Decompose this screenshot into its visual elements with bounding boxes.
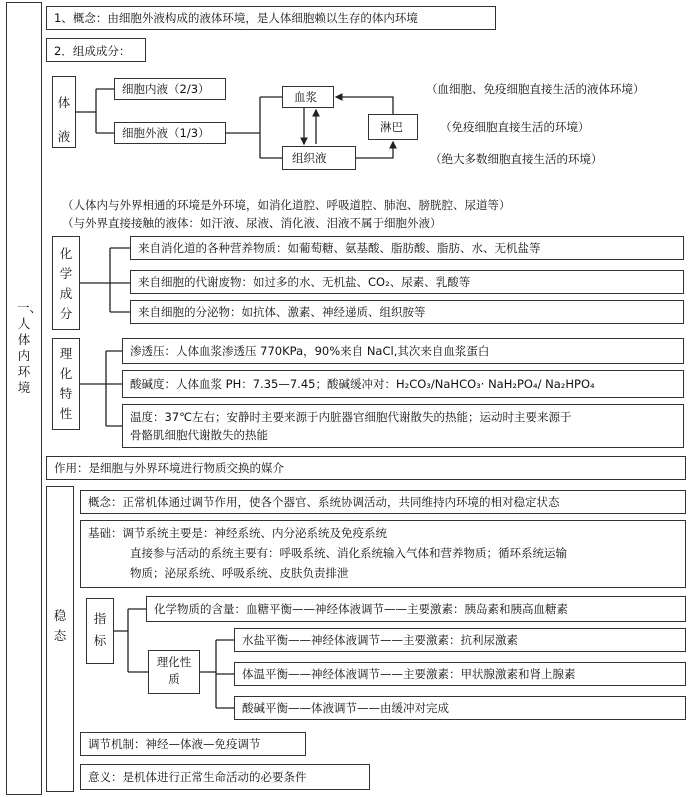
- composition-heading: 2．组成成分：: [54, 44, 131, 58]
- note-tissue: （绝大多数细胞直接生活的环境）: [430, 152, 603, 166]
- basis-line-1: 基础：调节系统主要是：神经系统、内分泌系统及免疫系统: [88, 526, 387, 540]
- steady-concept: 概念：正常机体通过调节作用，使各个器官、系统协调活动，共同维持内环境的相对稳定状态: [88, 495, 560, 509]
- chem-item-1: 来自消化道的各种营养物质：如葡萄糖、氨基酸、脂肪酸、脂肪、水、无机盐等: [138, 241, 541, 255]
- body-temp-text: 体温平衡——神经体液调节——主要激素：甲状腺激素和肾上腺素: [242, 667, 576, 681]
- chem-label: 化学成分: [59, 246, 73, 321]
- basis-line-2: 直接参与活动的系统主要有：呼吸系统、消化系统输入气体和营养物质；循环系统运输: [130, 546, 567, 560]
- osmotic-text: 渗透压：人体血浆渗透压 770KPa，90%来自 NaCl,其次来自血浆蛋白: [130, 344, 490, 358]
- tissue-fluid-label: 组织液: [292, 151, 327, 165]
- phys-props-label: 理化性质: [156, 655, 192, 686]
- external-note-1: （人体内与外界相通的环境是外环境，如消化道腔、呼吸道腔、肺泡、膀胱腔、尿道等）: [62, 198, 511, 212]
- concept-text: 1、概念：由细胞外液构成的液体环境，是人体细胞赖以生存的体内环境: [54, 11, 418, 25]
- mechanism-text: 调节机制：神经—体液—免疫调节: [88, 737, 261, 751]
- intracellular-label: 细胞内液（2/3）: [122, 82, 210, 96]
- phys-label: 理化特性: [59, 346, 73, 421]
- title-column: [6, 2, 42, 795]
- body-fluid-label: 体液: [57, 95, 71, 144]
- lymph-label: 淋巴: [380, 120, 403, 134]
- temp-text-2: 骨骼肌细胞代谢散失的热能: [130, 428, 268, 442]
- temp-text-1: 温度：37℃左右；安静时主要来源于内脏器官细胞代谢散失的热能；运动时主要来源于: [130, 410, 572, 424]
- chem-item-2: 来自细胞的代谢废物：如过多的水、无机盐、CO₂、尿素、乳酸等: [138, 275, 471, 289]
- ph-text: 酸碱度：人体血浆 PH：7.35—7.45；酸碱缓冲对：H₂CO₃/NaHCO₃· NaH₂PO₄/ Na₂HPO₄: [130, 377, 595, 391]
- chem-item-3: 来自细胞的分泌物：如抗体、激素、神经递质、组织胺等: [138, 305, 426, 319]
- acid-base-text: 酸碱平衡——体液调节——由缓冲对完成: [242, 701, 449, 715]
- function-text: 作用：是细胞与外界环境进行物质交换的媒介: [54, 461, 284, 475]
- section-title: 一、人体内环境: [17, 300, 43, 395]
- water-salt-text: 水盐平衡——神经体液调节——主要激素：抗利尿激素: [242, 633, 518, 647]
- external-note-2: （与外界直接接触的液体：如汗液、尿液、消化液、泪液不属于细胞外液）: [62, 216, 442, 230]
- basis-line-3: 物质；泌尿系统、呼吸系统、皮肤负责排泄: [130, 566, 349, 580]
- note-lymph: （免疫细胞直接生活的环境）: [440, 120, 590, 134]
- plasma-label: 血浆: [294, 90, 317, 104]
- steady-label: 稳态: [53, 608, 67, 643]
- chem-content-text: 化学物质的含量：血糖平衡——神经体液调节——主要激素：胰岛素和胰高血糖素: [154, 602, 568, 616]
- indicator-label: 指标: [93, 611, 107, 648]
- note-plasma: （血细胞、免疫细胞直接生活的液体环境）: [426, 82, 645, 96]
- extracellular-label: 细胞外液（1/3）: [122, 126, 210, 140]
- significance-text: 意义：是机体进行正常生命活动的必要条件: [88, 770, 307, 784]
